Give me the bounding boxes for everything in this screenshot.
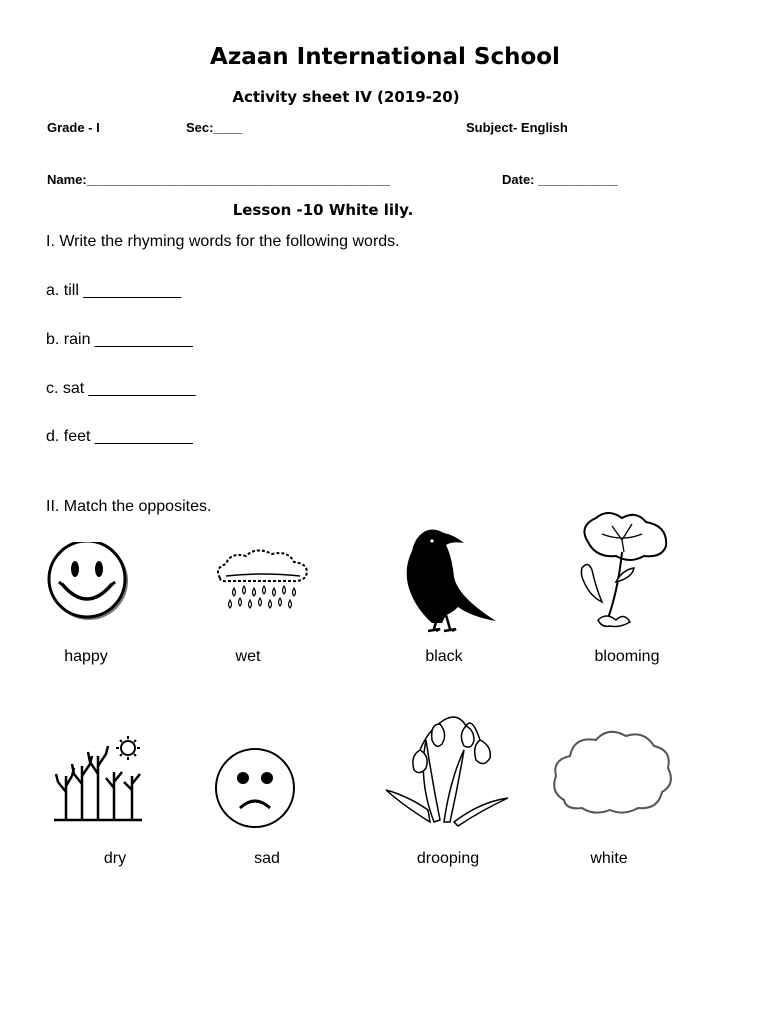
section-field: Sec:____ <box>186 120 243 135</box>
word-white: white <box>590 850 628 867</box>
rhyme-item-b: b. rain ___________ <box>46 331 193 348</box>
crow-icon <box>402 527 498 635</box>
rhyme-item-a: a. till ___________ <box>46 282 182 299</box>
blooming-flower-icon <box>572 512 672 632</box>
word-happy: happy <box>64 648 108 665</box>
section2-heading: II. Match the opposites. <box>46 498 212 515</box>
subject-label: Subject- English <box>466 120 568 135</box>
word-sad: sad <box>254 850 280 867</box>
white-cloud-icon <box>550 726 676 816</box>
word-black: black <box>425 648 463 665</box>
word-dry: dry <box>103 850 127 867</box>
word-drooping: drooping <box>416 850 480 867</box>
grade-label: Grade - I <box>47 120 100 135</box>
sad-face-icon <box>212 748 298 828</box>
word-blooming: blooming <box>594 648 660 665</box>
name-field: Name:__________________________________________ <box>47 172 391 187</box>
drooping-snowdrop-flower-icon <box>384 710 510 828</box>
school-name: Azaan International School <box>210 44 560 70</box>
lesson-title: Lesson -10 White lily. <box>232 201 414 219</box>
section1-heading: I. Write the rhyming words for the following words. <box>46 233 400 250</box>
rhyme-item-c: c. sat ____________ <box>46 380 196 397</box>
sheet-title: Activity sheet IV (2019-20) <box>232 88 460 106</box>
smiley-face-icon <box>44 542 134 622</box>
dry-trees-sun-icon <box>52 736 144 822</box>
rain-cloud-icon <box>212 548 312 618</box>
rhyme-item-d: d. feet ___________ <box>46 428 193 445</box>
word-wet: wet <box>235 648 261 665</box>
date-field: Date: ___________ <box>502 172 618 187</box>
